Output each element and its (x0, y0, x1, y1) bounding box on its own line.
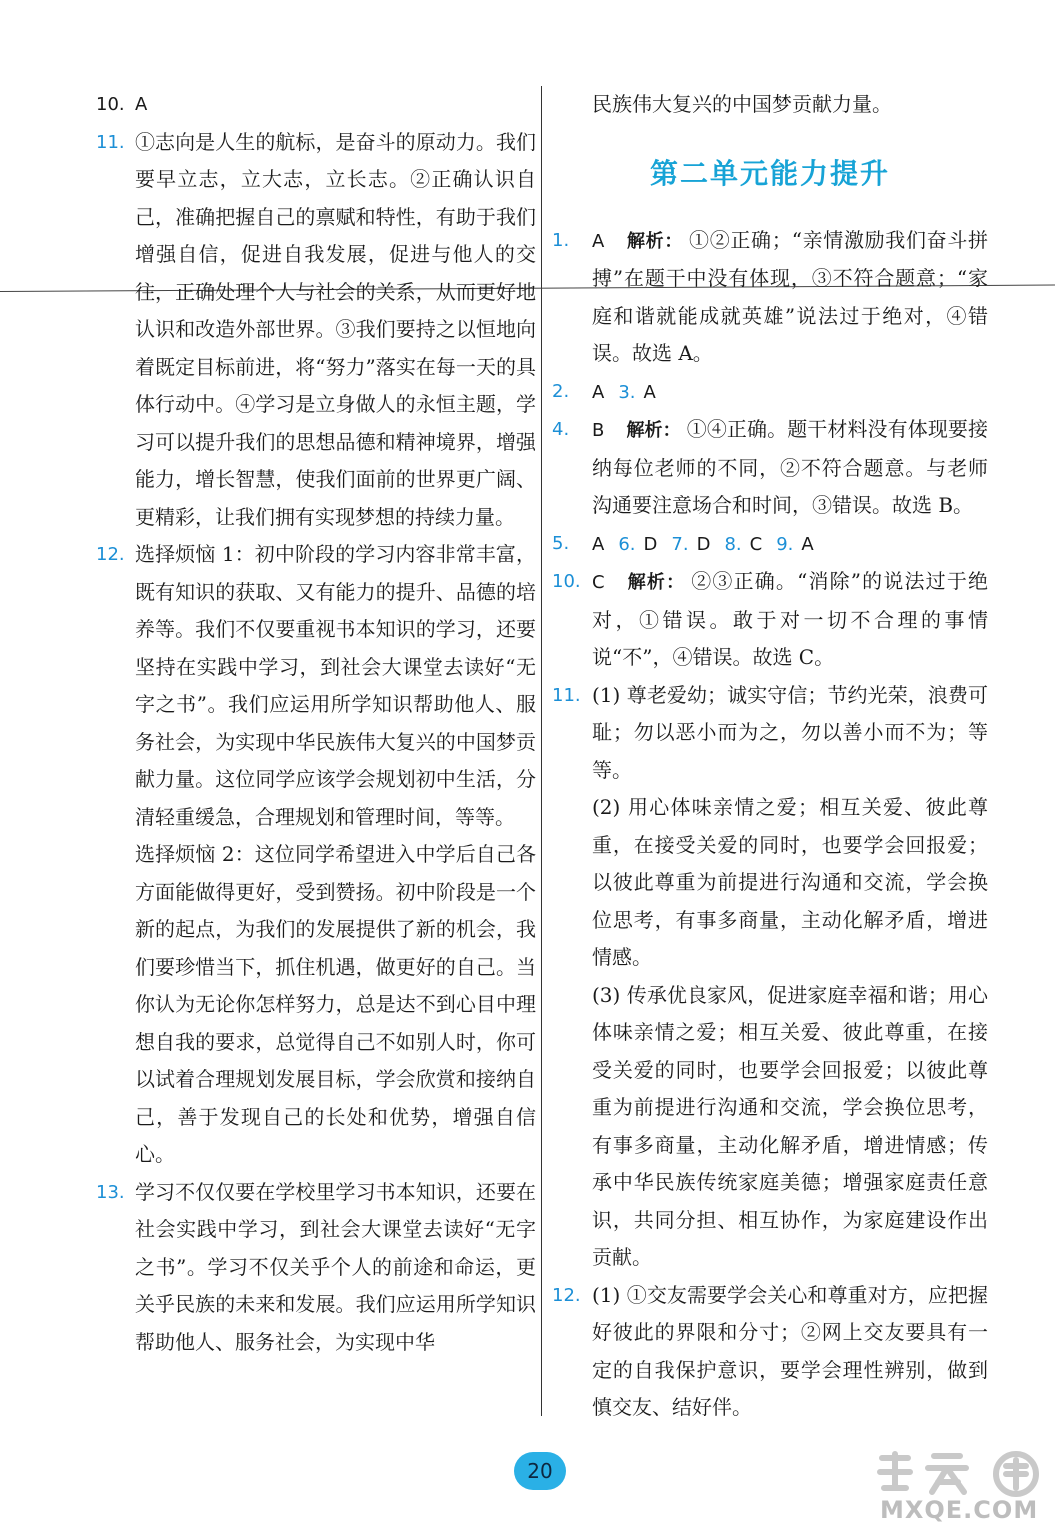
item-text: ②③正确。“消除”的说法过于绝对，①错误。敢于对一切不合理的事情说“不”，④错误。故选 C。 (592, 569, 989, 669)
item-number: 13. (96, 1181, 125, 1203)
item-number: 4. (552, 419, 570, 440)
item-number: 8. (724, 533, 742, 555)
item-number: 11. (552, 684, 581, 706)
item-text: ①②正确；“亲情激励我们奋斗拼搏”在题干中没有体现，③不符合题意；“家庭和谐就能成就英雄”说法过于绝对，④错误。故选 A。 (592, 227, 989, 365)
answer-item-10 (552, 563, 988, 677)
item-text: 选择烦恼 1：初中阶段的学习内容非常丰富，既有知识的获取、又有能力的提升、品德的培养等。我们不仅要重视书本知识的学习，还要坚持在实践中学习，到社会大课堂去读好“无字之书”。我们应运用所学知识帮助他人、服务社会，为实现中华民族伟大复兴的中国梦贡献力量。这位同学应该学会规划初中生活，分清轻重缓急，合理规划和管理时间，等等。 (135, 542, 536, 829)
item-text: ①志向是人生的航标，是奋斗的原动力。我们要早立志，立大志，立长志。②正确认识自己，准确把握自己的禀赋和特性，有助于我们增强自信，促进自我发展，促进与他人的交往，正确处理个人与社会的关系，从而更好地认识和改造外部世界。③我们要持之以恒地向着既定目标前进，将“努力”落实在每一天的具体行动中。④学习是立身做人的永恒主题，学习可以提升我们的思想品德和精神境界，增强能力，增长智慧，使我们面前的世界更广阔、更精彩，让我们拥有实现梦想的持续力量。 (135, 129, 536, 529)
answer-item-4 (552, 411, 988, 525)
item-paragraph: (2) 用心体味亲情之爱；相互关爱、彼此尊重，在接受关爱的同时，也要学会回报爱；以彼此尊重为前提进行沟通和交流，学会换位思考，有事多商量，主动化解矛盾，增进情感。 (592, 795, 988, 969)
item-answer: A (135, 94, 148, 115)
watermark-logo (868, 1448, 1054, 1532)
answer-row-2-3 (552, 373, 988, 412)
answer-item-11 (552, 677, 988, 790)
item-paragraph: (3) 传承优良家风，促进家庭幸福和谐；用心体味亲情之爱；相互关爱、彼此尊重，在接受关爱的同时，也要学会回报爱；以彼此尊重为前提进行沟通和交流，学会换位思考，有事多商量，主动化解矛盾，增进情感；传承中华民族传统家庭美德；增强家庭责任意识，共同分担、相互协作，为家庭建设作出贡献。 (592, 982, 988, 1269)
item-answer: A (801, 533, 814, 555)
answer-item-13 (96, 1174, 536, 1362)
item-answer: A (592, 230, 605, 252)
item-number: 10. (96, 94, 125, 115)
item-answer: D (696, 533, 711, 555)
answer-item-10 (96, 86, 536, 124)
item-number: 1. (552, 229, 570, 251)
item-number: 12. (552, 1284, 581, 1306)
watermark-glyphs-icon (868, 1448, 1054, 1500)
analysis-label: 解析： (626, 572, 686, 593)
answer-item-12 (552, 1277, 988, 1427)
analysis-label: 解析： (626, 420, 681, 441)
item-number: 11. (96, 131, 125, 153)
left-column (96, 86, 536, 1361)
item-answer: C (749, 533, 763, 555)
item-answer: D (643, 533, 658, 555)
watermark-text: MXQE.COM (880, 1496, 1039, 1524)
item-number: 5. (552, 532, 570, 554)
item-text: ①④正确。题干材料没有体现要接纳每位老师的不同，②不符合题意。与老师沟通要注意场合和时间，③错误。故选 B。 (592, 417, 989, 517)
answer-item-12 (96, 536, 536, 836)
answer-item-1 (552, 222, 988, 373)
item-number: 6. (618, 533, 636, 555)
item-answer: A (592, 533, 605, 555)
item-answer: A (643, 381, 656, 403)
item-paragraph: 选择烦恼 2：这位同学希望进入中学后自己各方面能做得更好，受到赞扬。初中阶段是一个新的起点，为我们的发展提供了新的机会，我们要珍惜当下，抓住机遇，做更好的自己。当你认为无论你怎样努力，总是达不到心目中理想自我的要求，总觉得自己不如别人时，你可以试着合理规划发展目标，学会欣赏和接纳自己，善于发现自己的长处和优势，增强自信心。 (135, 842, 536, 1166)
answer-item-11 (96, 124, 536, 537)
item-text: (1) ①交友需要学会关心和尊重对方，应把握好彼此的界限和分寸；②网上交友要具有一定的自我保护意识，要学会理性辨别，做到慎交友、结好伴。 (592, 1282, 988, 1419)
item-number: 3. (618, 381, 636, 403)
item-number: 12. (96, 544, 125, 565)
page-number-badge: 20 (514, 1452, 566, 1490)
analysis-label: 解析： (626, 230, 684, 252)
item-number: 7. (671, 533, 689, 555)
continued-text: 民族伟大复兴的中国梦贡献力量。 (592, 92, 892, 116)
item-answer: A (592, 381, 605, 403)
item-text: (1) 尊老爱幼；诚实守信；节约光荣，浪费可耻；勿以恶小而为之，勿以善小而不为；等等。 (592, 682, 988, 782)
unit-title: 第二单元能力提升 (649, 156, 890, 190)
answer-row-5-9 (552, 525, 988, 564)
item-number: 9. (776, 533, 794, 555)
item-text: 学习不仅仅要在学校里学习书本知识，还要在社会实践中学习，到社会大课堂去读好“无字之书”。学习不仅关乎个人的前途和命运，更关乎民族的未来和发展。我们应运用所学知识帮助他人、服务社会，为实现中华 (135, 1179, 536, 1354)
item-answer: C (592, 572, 605, 593)
item-number: 2. (552, 380, 570, 402)
right-column (552, 86, 988, 1427)
item-number: 10. (552, 571, 581, 592)
column-divider (541, 86, 542, 1416)
item-answer: B (592, 420, 605, 441)
